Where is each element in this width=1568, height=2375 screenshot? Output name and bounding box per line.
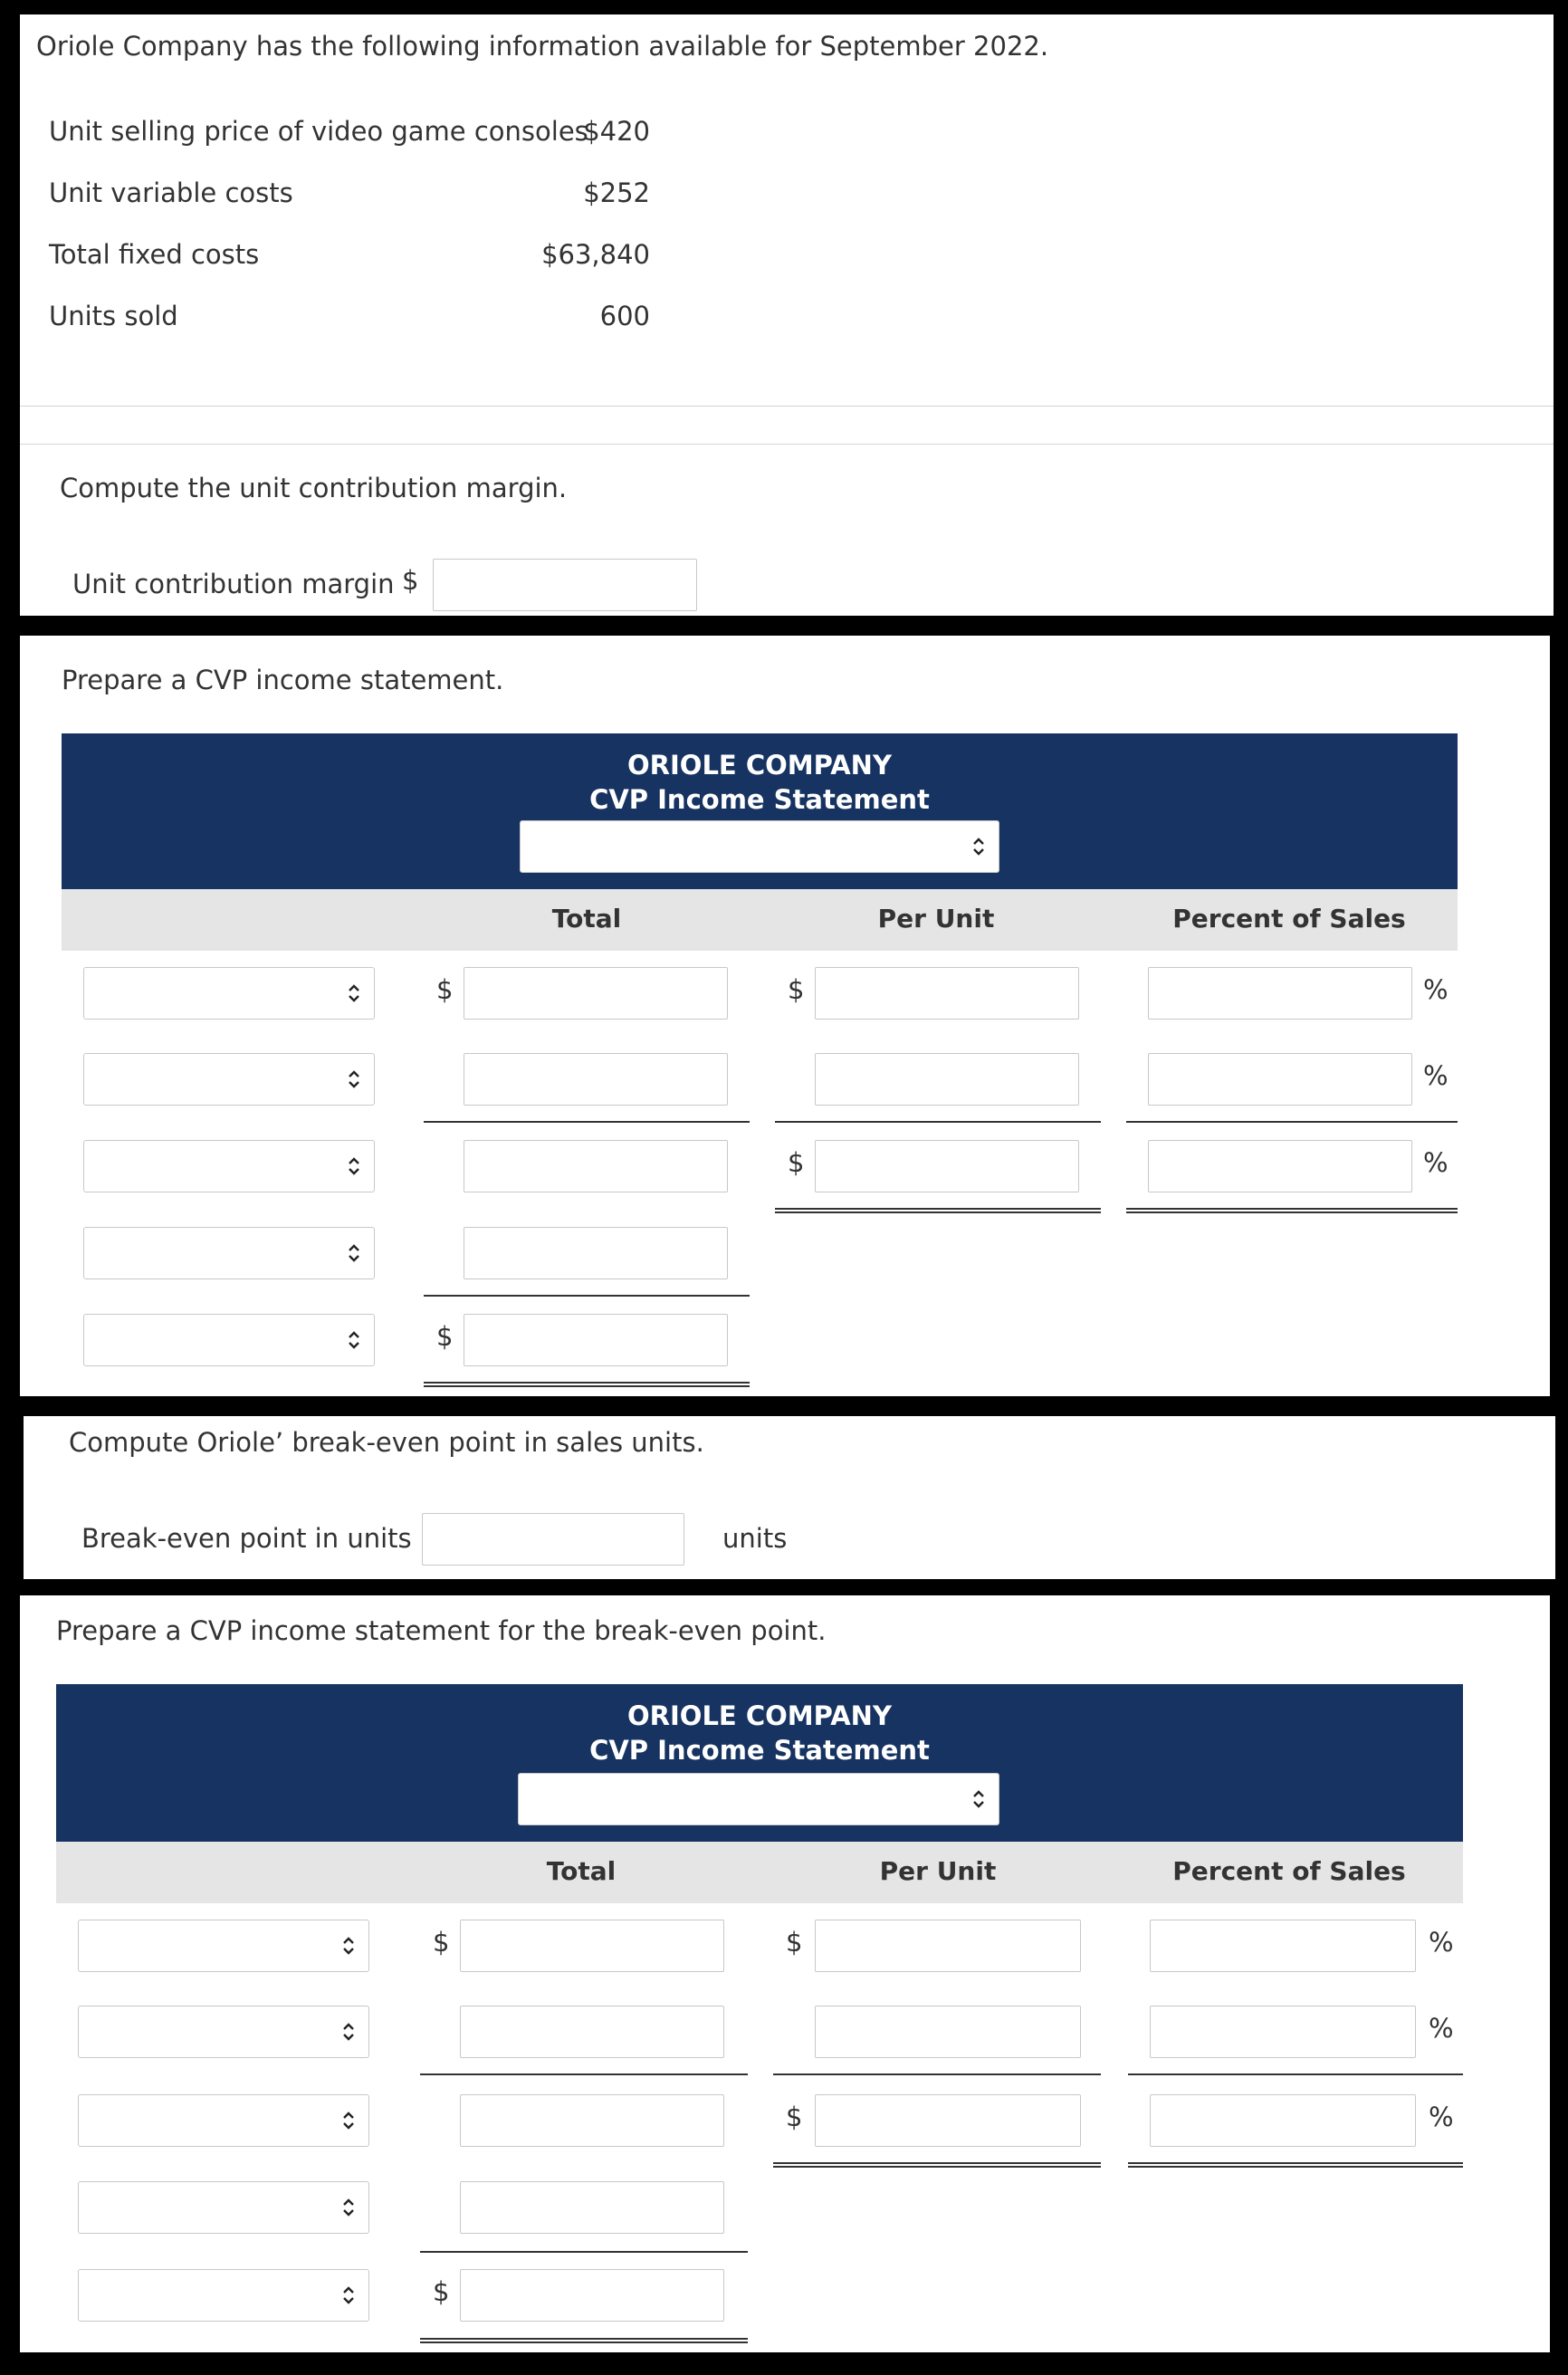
statement-header xyxy=(62,733,1458,889)
intro-panel xyxy=(20,14,1554,616)
chevron-updown-icon xyxy=(347,1243,361,1263)
chevron-updown-icon xyxy=(347,1156,361,1176)
divider xyxy=(20,444,1554,445)
subtotal-line xyxy=(424,1295,750,1297)
column-header-per-unit: Per Unit xyxy=(877,904,995,934)
info-label-price: Unit selling price of video game consoles xyxy=(49,116,588,147)
line-item-select[interactable] xyxy=(78,2181,369,2234)
percent-of-sales-input[interactable] xyxy=(1150,1920,1416,1972)
cvp-statement-panel xyxy=(20,636,1550,1396)
company-name: ORIOLE COMPANY xyxy=(627,750,892,780)
chevron-updown-icon xyxy=(971,1789,986,1809)
subtotal-line xyxy=(424,1121,750,1123)
total-double-line xyxy=(424,1382,750,1387)
period-select[interactable] xyxy=(518,1773,999,1825)
column-header-total: Total xyxy=(551,904,622,934)
total-input[interactable] xyxy=(464,1227,728,1279)
column-header-bar xyxy=(62,889,1458,951)
subtotal-line xyxy=(773,2073,1101,2075)
line-item-select[interactable] xyxy=(83,1227,375,1279)
chevron-updown-icon xyxy=(971,837,986,857)
per-unit-input[interactable] xyxy=(815,967,1079,1020)
percent-symbol: % xyxy=(1429,2102,1454,2132)
total-input[interactable] xyxy=(460,2006,724,2058)
subtotal-line xyxy=(1128,2073,1463,2075)
percent-of-sales-input[interactable] xyxy=(1148,1053,1412,1106)
per-unit-input[interactable] xyxy=(815,2006,1081,2058)
total-input[interactable] xyxy=(460,1920,724,1972)
info-value-units: 600 xyxy=(599,301,650,331)
info-label-units: Units sold xyxy=(49,301,178,331)
q1-prompt: Compute the unit contribution margin. xyxy=(60,473,568,503)
subtotal-line xyxy=(420,2073,748,2075)
percent-of-sales-input[interactable] xyxy=(1148,967,1412,1020)
currency-symbol: $ xyxy=(402,565,419,596)
break-even-panel xyxy=(24,1416,1555,1579)
currency-symbol: $ xyxy=(788,1147,805,1178)
chevron-updown-icon xyxy=(341,2285,356,2305)
chevron-updown-icon xyxy=(347,1330,361,1350)
statement-title: CVP Income Statement xyxy=(589,1735,930,1766)
column-header-per-unit: Per Unit xyxy=(879,1856,997,1886)
per-unit-input[interactable] xyxy=(815,2094,1081,2147)
divider xyxy=(20,406,1554,407)
column-header-percent: Percent of Sales xyxy=(1172,904,1406,934)
per-unit-input[interactable] xyxy=(815,1920,1081,1972)
unit-contribution-margin-input[interactable] xyxy=(433,559,697,611)
subtotal-line xyxy=(1126,1121,1458,1123)
chevron-updown-icon xyxy=(341,2198,356,2217)
break-even-units-input[interactable] xyxy=(422,1513,684,1566)
line-item-select[interactable] xyxy=(78,2094,369,2147)
currency-symbol: $ xyxy=(436,974,454,1005)
break-even-statement-panel xyxy=(20,1595,1550,2352)
line-item-select[interactable] xyxy=(78,2006,369,2058)
percent-symbol: % xyxy=(1423,974,1448,1005)
line-item-select[interactable] xyxy=(83,1053,375,1106)
total-double-line xyxy=(773,2162,1101,2168)
total-double-line xyxy=(1128,2162,1463,2168)
statement-header xyxy=(56,1684,1463,1842)
percent-of-sales-input[interactable] xyxy=(1148,1140,1412,1192)
info-value-variable: $252 xyxy=(583,177,650,208)
total-input[interactable] xyxy=(464,1053,728,1106)
percent-symbol: % xyxy=(1423,1147,1448,1178)
per-unit-input[interactable] xyxy=(815,1053,1079,1106)
unit-contribution-margin-label: Unit contribution margin xyxy=(72,569,395,599)
chevron-updown-icon xyxy=(341,2022,356,2042)
units-label: units xyxy=(722,1523,788,1554)
line-item-select[interactable] xyxy=(83,967,375,1020)
currency-symbol: $ xyxy=(433,1927,450,1958)
subtotal-line xyxy=(775,1121,1101,1123)
percent-of-sales-input[interactable] xyxy=(1150,2006,1416,2058)
period-select[interactable] xyxy=(520,820,999,873)
percent-of-sales-input[interactable] xyxy=(1150,2094,1416,2147)
total-input[interactable] xyxy=(460,2094,724,2147)
info-value-fixed: $63,840 xyxy=(541,239,650,270)
currency-symbol: $ xyxy=(786,1927,803,1958)
break-even-label: Break-even point in units xyxy=(81,1523,412,1554)
percent-symbol: % xyxy=(1429,2013,1454,2044)
currency-symbol: $ xyxy=(788,974,805,1005)
q4-prompt: Prepare a CVP income statement for the break-even point. xyxy=(56,1615,827,1646)
currency-symbol: $ xyxy=(786,2102,803,2132)
info-value-price: $420 xyxy=(583,116,650,147)
currency-symbol: $ xyxy=(433,2276,450,2307)
line-item-select[interactable] xyxy=(83,1314,375,1366)
q2-prompt: Prepare a CVP income statement. xyxy=(62,665,504,695)
per-unit-input[interactable] xyxy=(815,1140,1079,1192)
total-input[interactable] xyxy=(464,1140,728,1192)
total-double-line xyxy=(420,2338,748,2343)
column-header-total: Total xyxy=(546,1856,617,1886)
percent-symbol: % xyxy=(1423,1060,1448,1091)
chevron-updown-icon xyxy=(347,983,361,1003)
total-input[interactable] xyxy=(460,2181,724,2234)
percent-symbol: % xyxy=(1429,1927,1454,1958)
q3-prompt: Compute Oriole’ break-even point in sales units. xyxy=(69,1427,704,1458)
total-double-line xyxy=(1126,1208,1458,1213)
chevron-updown-icon xyxy=(347,1069,361,1089)
chevron-updown-icon xyxy=(341,2111,356,2131)
line-item-select[interactable] xyxy=(78,1920,369,1972)
chevron-updown-icon xyxy=(341,1936,356,1956)
column-header-percent: Percent of Sales xyxy=(1172,1856,1406,1886)
subtotal-line xyxy=(420,2251,748,2253)
total-double-line xyxy=(775,1208,1101,1213)
column-header-bar xyxy=(56,1842,1463,1903)
total-input[interactable] xyxy=(464,1314,728,1366)
info-label-fixed: Total fixed costs xyxy=(49,239,260,270)
currency-symbol: $ xyxy=(436,1321,454,1352)
total-input[interactable] xyxy=(460,2269,724,2322)
statement-title: CVP Income Statement xyxy=(589,784,930,815)
company-name: ORIOLE COMPANY xyxy=(627,1700,892,1731)
total-input[interactable] xyxy=(464,967,728,1020)
intro-text: Oriole Company has the following information available for September 2022. xyxy=(36,31,1049,62)
line-item-select[interactable] xyxy=(83,1140,375,1192)
info-label-variable: Unit variable costs xyxy=(49,177,293,208)
line-item-select[interactable] xyxy=(78,2269,369,2322)
